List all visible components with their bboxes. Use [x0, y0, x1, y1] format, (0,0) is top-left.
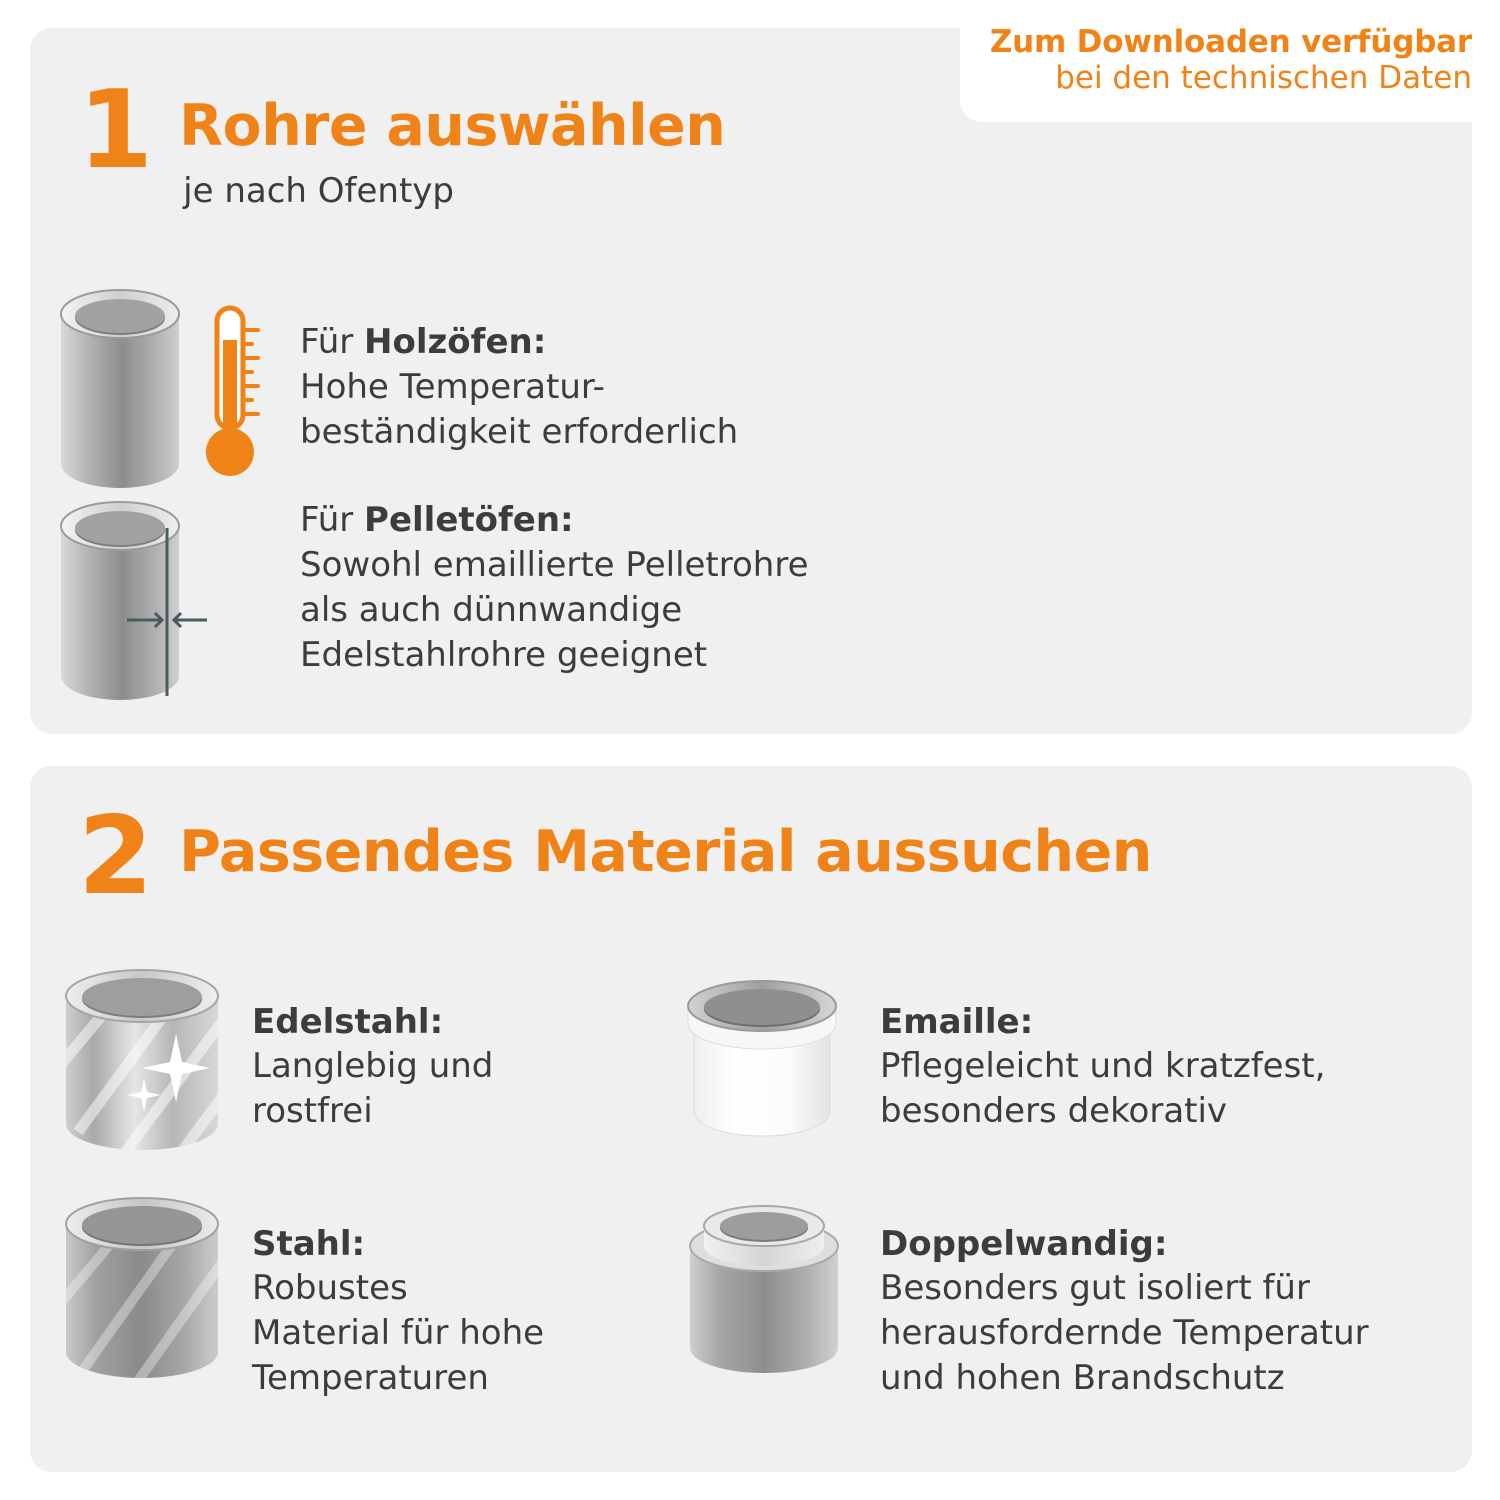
step-2-item-edelstahl: [252, 1000, 612, 1134]
body-line: Temperaturen: [252, 1357, 489, 1398]
body-line: Sowohl emaillierte Pelletrohre: [300, 544, 809, 585]
step-1-item-holzofen: [300, 320, 1000, 455]
step-1-header: [78, 68, 726, 211]
step-2-number: 2: [78, 794, 154, 919]
step-2-item-stahl-title: Stahl:: [252, 1224, 366, 1264]
body-line: Besonders gut isoliert für: [880, 1268, 1310, 1309]
body-line: Robustes: [252, 1268, 408, 1309]
step-1-item-pelletofen-title: [300, 498, 1060, 543]
step-1-item-holzofen-title: [300, 320, 1000, 365]
download-badge-line2: bei den technischen Daten: [1055, 60, 1472, 97]
body-line: Edelstahlrohre geeignet: [300, 634, 708, 675]
body-line: Hohe Temperatur-: [300, 366, 605, 407]
body-line: besonders dekorativ: [880, 1091, 1228, 1132]
stainless-steel-pipe-icon: [58, 962, 228, 1166]
label-fuer-1: Für: [300, 322, 365, 362]
body-line: Material für hohe: [252, 1313, 545, 1354]
step-2-item-doppelwandig-body: [880, 1266, 1460, 1401]
pipe-wall-thickness-icon: [55, 500, 235, 709]
label-holzoefen: Holzöfen:: [364, 322, 547, 362]
step-1-title: Rohre auswählen: [179, 93, 726, 159]
step-1-item-holzofen-body: [300, 365, 1000, 455]
step-2-item-doppelwandig-title: Doppelwandig:: [880, 1224, 1168, 1264]
pipe-icon: [55, 288, 185, 497]
steel-pipe-icon: [58, 1190, 228, 1394]
step-2-item-edelstahl-title: Edelstahl:: [252, 1002, 444, 1042]
body-line: rostfrei: [252, 1091, 373, 1132]
body-line: Pflegeleicht und kratzfest,: [880, 1046, 1326, 1087]
step-2-item-stahl-body: [252, 1266, 632, 1401]
step-2-item-doppelwandig: [880, 1222, 1460, 1401]
body-line: als auch dünnwandige: [300, 589, 683, 630]
step-2-header: [78, 794, 1152, 919]
label-fuer-2: Für: [300, 500, 365, 540]
body-line: beständigkeit erforderlich: [300, 411, 739, 452]
step-2-item-edelstahl-body: [252, 1044, 612, 1134]
step-1-item-pelletofen: [300, 498, 1060, 678]
step-2-item-emaille-body: [880, 1044, 1440, 1134]
step-2-item-emaille-title: Emaille:: [880, 1002, 1034, 1042]
body-line: und hohen Brandschutz: [880, 1357, 1285, 1398]
download-badge-line1: Zum Downloaden verfügbar: [989, 23, 1472, 60]
enamel-pipe-icon: [680, 962, 845, 1166]
thermometer-icon: [196, 300, 266, 489]
step-1-item-pelletofen-body: [300, 543, 1060, 678]
step-1-subtitle: je nach Ofentyp: [183, 171, 454, 211]
double-wall-pipe-icon: [680, 1190, 850, 1394]
download-badge: [960, 0, 1500, 122]
body-line: herausfordernde Temperatur: [880, 1313, 1369, 1354]
step-2-item-emaille: [880, 1000, 1440, 1134]
body-line: Langlebig und: [252, 1046, 494, 1087]
step-2-item-stahl: [252, 1222, 632, 1401]
step-1-number: 1: [78, 68, 154, 193]
label-pelletoefen: Pelletöfen:: [364, 500, 574, 540]
step-2-title: Passendes Material aussuchen: [179, 819, 1152, 885]
